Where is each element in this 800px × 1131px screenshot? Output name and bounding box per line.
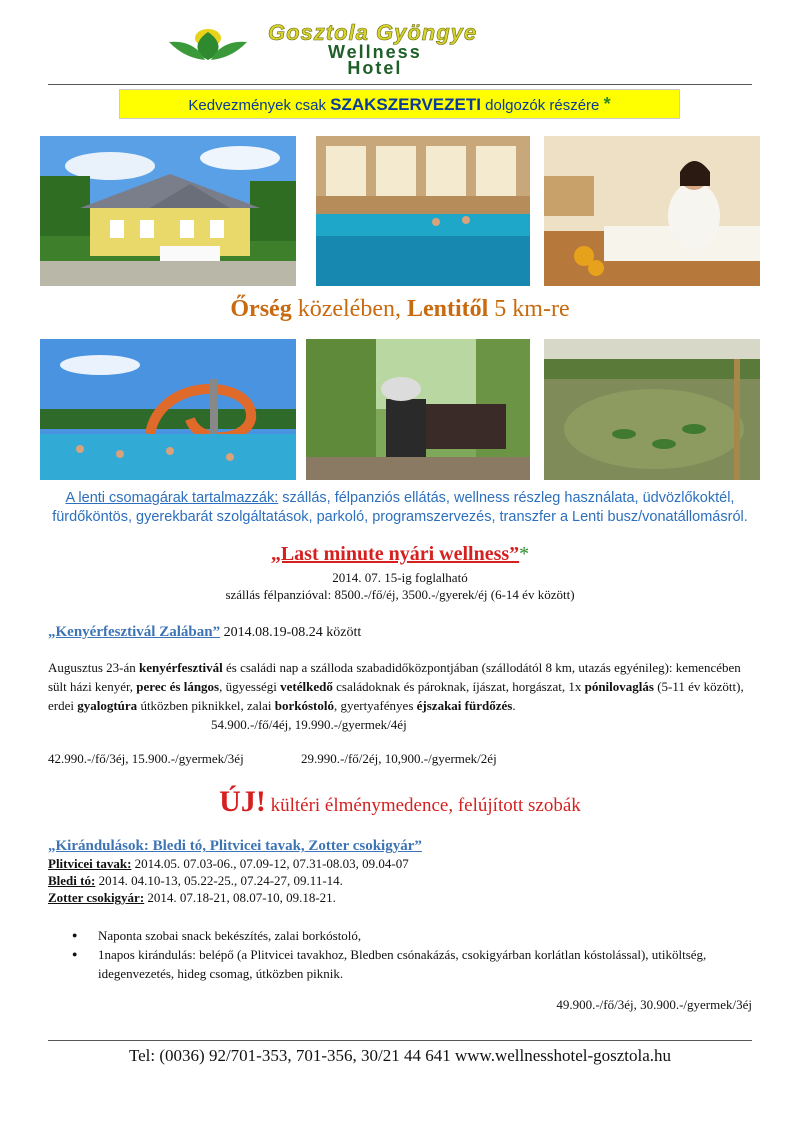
last-minute-title	[0, 543, 800, 566]
bread-festival-heading	[48, 624, 361, 641]
trips-price: 49.900.-/fő/3éj, 30.900.-/gyermek/3éj	[556, 997, 752, 1012]
bread-festival-title: „Kenyérfesztivál Zalában”	[48, 624, 221, 640]
bread-bold: borkóstoló	[274, 698, 334, 713]
last-minute-star: *	[519, 543, 530, 565]
banner-star: *	[603, 94, 611, 114]
new-text: kültéri élménymedence, felújított szobák	[265, 795, 581, 816]
banner-highlight: SZAKSZERVEZETI	[330, 95, 481, 114]
list-item: ● Naponta szobai snack bekészítés, zalai borkóstoló,	[72, 926, 772, 945]
trip-dates: 2014.05. 07.03-06., 07.09-12, 07.31-08.03, 09.04-07	[131, 856, 409, 871]
photo-woman-in-bed	[544, 136, 760, 286]
new-features-heading	[0, 785, 800, 819]
bread-text: családoknak és pároknak, íjászat, horgászat, 1x	[332, 679, 585, 694]
discount-banner	[119, 89, 680, 119]
contact-footer: Tel: (0036) 92/701-353, 701-356, 30/21 44 641 www.wellnesshotel-gosztola.hu	[128, 1046, 672, 1065]
last-minute-booking: 2014. 07. 15-ig foglalható	[332, 570, 468, 585]
trips-title: „Kirándulások: Bledi tó, Plitvicei tavak, Zotter csokigyár”	[48, 838, 422, 854]
includes-text: szállás, félpanziós ellátás, wellness részleg használata, üdvözlőkoktél, fürdőköntös, gyerekbarát szolgáltatások, parkoló, programszervezés, transzfer a Lenti busz/vonatállomásról.	[52, 490, 748, 525]
banner-pre: Kedvezmények csak	[188, 97, 331, 114]
bread-price-2nights: 29.990.-/fő/2éj, 10,900.-/gyermek/2éj	[301, 751, 497, 766]
last-minute-title-text: „Last minute nyári wellness”	[270, 543, 520, 565]
trip-inclusions-list	[72, 926, 772, 983]
location-heading	[0, 296, 800, 323]
brand-name: Gosztola Gyöngye	[268, 20, 478, 45]
bread-festival-description	[48, 658, 760, 715]
trip-dates: 2014. 04.10-13, 05.22-25., 07.24-27, 09.11-14.	[95, 873, 343, 888]
photo-hotel-building	[40, 136, 296, 286]
bread-text: Augusztus 23-án	[48, 660, 139, 675]
location-bold1: Őrség	[230, 296, 292, 322]
bread-festival-dates: 2014.08.19-08.24 között	[220, 625, 362, 640]
trip-row-zotter	[48, 889, 409, 906]
brand-subtitle-line1: Wellness	[328, 42, 422, 62]
bread-price-4nights: 54.900.-/fő/4éj, 19.990.-/gyermek/4éj	[211, 717, 407, 732]
bread-bold: perec és lángos	[136, 679, 220, 694]
last-minute-price: szállás félpanzióval: 8500.-/fő/éj, 3500.-/gyerek/éj (6-14 év között)	[225, 587, 575, 602]
bread-text: (5-11 év között), erdei	[48, 679, 744, 713]
header-divider	[48, 84, 752, 85]
trip-label: Bledi tó:	[48, 873, 96, 888]
bread-bold: kenyérfesztivál	[139, 660, 223, 675]
bread-price-3nights: 42.990.-/fő/3éj, 15.900.-/gyermek/3éj	[48, 751, 244, 766]
bread-bold: vetélkedő	[280, 679, 333, 694]
trip-row-plitvice	[48, 855, 409, 872]
bread-text: útközben piknikkel, zalai	[137, 698, 275, 713]
trip-label: Plitvicei tavak:	[48, 856, 132, 871]
brand-subtitle-line2: Hotel	[347, 58, 403, 78]
photo-steam-train	[306, 339, 530, 480]
package-includes	[40, 489, 760, 527]
list-item: ● 1napos kirándulás: belépő (a Plitvicei tavakhoz, Bledben csónakázás, csokigyárban korlátlan kóstolással), utiköltség, idegenvezetés, hideg csomag, útközben piknik.	[72, 945, 772, 983]
trip-dates: 2014. 07.18-21, 08.07-10, 09.18-21.	[144, 890, 336, 905]
trips-dates	[48, 855, 409, 906]
logo	[165, 24, 251, 64]
bread-text: , gyertyafényes	[333, 698, 417, 713]
lotus-logo-icon	[165, 24, 251, 64]
bread-text: és családi nap a szálloda szabadidőközpontjában (szállodától 8 km, utazás egyénileg): kemencében sült házi kenyér,	[48, 660, 741, 694]
includes-label: A lenti csomagárak tartalmazzák:	[65, 490, 279, 506]
banner-post: dolgozók részére	[480, 97, 604, 114]
footer-divider	[48, 1040, 752, 1041]
trip-label: Zotter csokigyár:	[48, 890, 145, 905]
location-mid: közelében,	[291, 296, 407, 322]
new-label: ÚJ!	[219, 785, 266, 818]
brand-subtitle	[328, 44, 422, 76]
location-bold2: Lentitől	[406, 296, 489, 322]
bread-bold: éjszakai fürdőzés	[416, 698, 513, 713]
photo-indoor-pool	[316, 136, 530, 286]
bread-bold: gyalogtúra	[77, 698, 138, 713]
bread-text: .	[512, 698, 516, 713]
bread-text: , ügyességi	[219, 679, 281, 694]
bread-bold: pónilovaglás	[584, 679, 654, 694]
location-tail: 5 km-re	[488, 296, 570, 322]
photo-water-slide-pool	[40, 339, 296, 480]
trip-row-bled	[48, 872, 409, 889]
photo-garden-pond	[544, 339, 760, 480]
